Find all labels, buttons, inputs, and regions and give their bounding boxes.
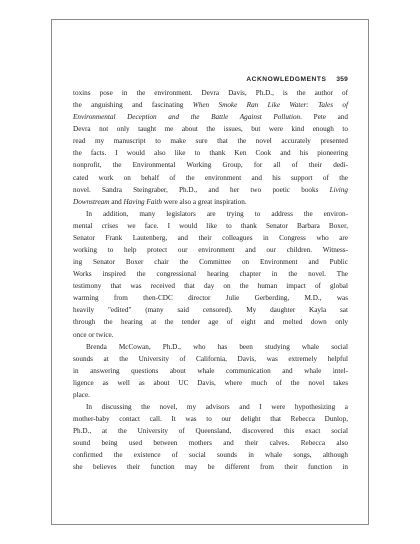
text-segment: novel. Sandra Steingraber, Ph.D., and her two poetic books [73,185,330,194]
text-segment: . Pete and [300,113,348,122]
text-segment: once or twice. [73,330,114,339]
text-line [73,256,348,268]
text-line [73,413,348,425]
italic-title: Living [329,185,348,194]
text-segment: were also a great inspiration. [162,197,247,206]
italic-title: Environmental Deception and the Battle Against Pollution [73,113,301,122]
text-line [73,99,348,111]
text-line [73,389,348,401]
text-segment: Ph.D., at the University of Queensland, discovered this exact social [73,427,348,436]
text-line [73,123,348,135]
text-line [73,329,348,341]
text-segment: mental crises we face. I would like to thank Senator Barbara Boxer, [73,221,348,230]
text-segment: heavily "edited" (many said censored). My daughter Kayla sat [73,306,348,315]
text-line [73,365,348,377]
text-line [73,172,348,184]
text-line [73,461,348,473]
text-segment: and [109,197,124,206]
text-segment: In discussing the novel, my advisors and I were hypothesizing a [86,403,348,412]
chapter-title: ACKNOWLEDGMENTS [246,76,327,83]
text-line [73,111,348,123]
text-segment: place. [73,390,90,399]
text-segment: ing Senator Boxer chair the Committee on Environment and Public [73,258,348,267]
italic-title: Having Faith [123,197,162,206]
text-segment: Senator Frank Lautenberg, and their colleagues in Congress who are [73,233,348,242]
text-line [73,87,348,99]
text-segment: in answering questions about whale communication and whale intel- [73,366,348,375]
text-segment: In addition, many legislators are trying to address the environ- [86,209,348,218]
text-segment: confirmed the existence of social sounds in whale songs, although [73,451,348,460]
text-segment: read my manuscript to make sure that the novel accurately presented [73,137,348,146]
text-segment: sound being used between mothers and their calves. Rebecca also [73,439,348,448]
text-segment: testimony that was received that day on the human impact of global [73,282,348,291]
text-line [73,232,348,244]
text-segment: through the hearing at the tender age of eight and melted down only [73,318,348,327]
text-line [73,401,348,413]
text-segment: she believes their function may be different from their function in [73,463,348,472]
text-segment: Works inspired the congressional hearing chapter in the novel. The [73,270,348,279]
text-segment: cated work on behalf of the environment and his support of the [73,173,348,182]
text-segment: ligence as well as about UC Davis, where much of the novel takes [73,378,348,387]
body-text [73,87,348,474]
page-number: 359 [336,76,348,83]
text-line [73,304,348,316]
text-line [73,449,348,461]
text-segment: working to help protect our environment and our children. Witness- [73,246,348,255]
text-line [73,220,348,232]
text-segment: Brenda McCowan, Ph.D., who has been studying whale social [86,342,348,351]
text-line [73,353,348,365]
text-line [73,147,348,159]
text-line [73,280,348,292]
text-line [73,184,348,196]
text-line [73,244,348,256]
text-segment: the facts. I would also like to thank Ken Cook and his pioneering [73,149,348,158]
text-line [73,196,348,208]
text-line [73,292,348,304]
text-segment: mother-baby contact call. It was to our delight that Rebecca Dunlop, [73,415,348,424]
text-segment: the anguishing and fascinating [73,101,193,110]
text-segment: sounds at the University of California, Davis, was extremely helpful [73,354,348,363]
text-line [73,377,348,389]
text-line [73,425,348,437]
text-line [73,437,348,449]
text-line [73,208,348,220]
text-line [73,341,348,353]
text-segment: toxins pose in the environment. Devra Davis, Ph.D., is the author of [73,89,348,97]
text-segment: warming from then-CDC director Julie Gerberding, M.D., was [73,294,348,303]
italic-title: When Smoke Ran Like Water: Tales of [192,101,348,110]
text-segment: nonprofit, the Environmental Working Group, for all of their dedi- [73,161,348,170]
running-header [207,76,348,83]
text-segment: Devra not only taught me about the issues, but were kind enough to [73,125,348,134]
text-line [73,135,348,147]
text-line [73,316,348,328]
italic-title: Downstream [73,197,110,206]
text-line [73,159,348,171]
text-line [73,268,348,280]
